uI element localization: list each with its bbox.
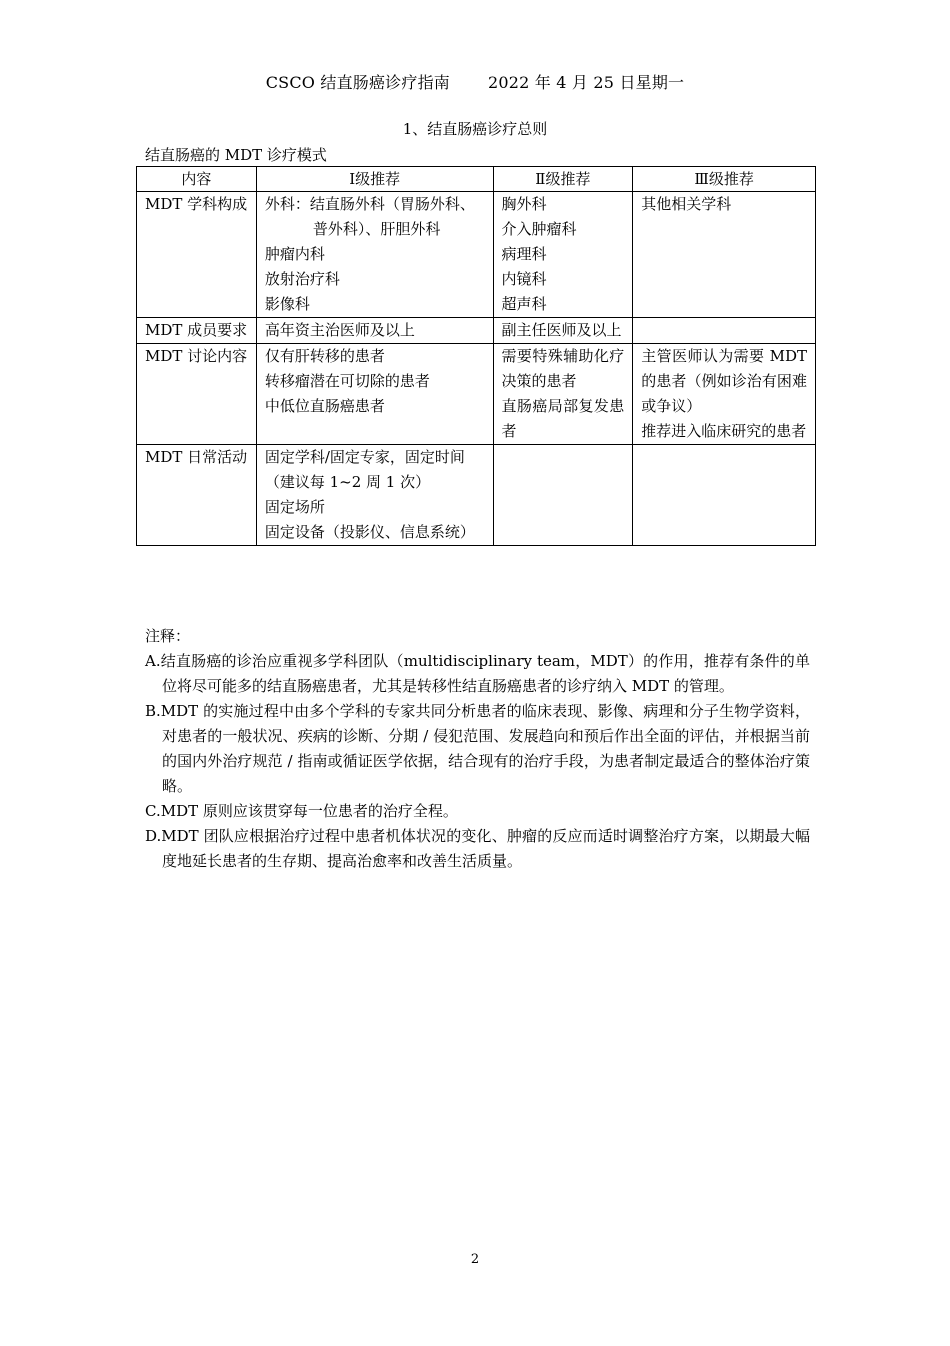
cell-line: 高年资主治医师及以上 [264, 321, 415, 339]
cell-line: 副主任医师及以上 [501, 321, 622, 339]
cell-line: 放射治疗科 [264, 270, 340, 288]
row-label: MDT 日常活动 [137, 445, 257, 546]
page-number: 2 [470, 1252, 480, 1267]
note-item: D.MDT 团队应根据治疗过程中患者机体状况的变化、肿瘤的反应而适时调整治疗方案，以期最大幅度地延长患者的生存期、提高治愈率和改善生活质量。 [145, 827, 810, 870]
cell-line: 胸外科 [501, 195, 547, 213]
level2-cell [493, 344, 633, 445]
level3-cell [633, 318, 816, 344]
cell-line: 影像科 [264, 295, 310, 313]
cell-line: 内镜科 [501, 270, 547, 288]
cell-line: 超声科 [501, 295, 547, 313]
level2-cell [493, 445, 633, 546]
cell-line: 固定学科/固定专家，固定时间 [264, 448, 465, 466]
cell-line: 需要特殊辅助化疗决策的患者 [501, 347, 625, 390]
cell-line: 普外科）、肝胆外科 [312, 220, 441, 238]
row-label: MDT 学科构成 [137, 192, 257, 318]
cell-line: 固定设备（投影仪、信息系统） [264, 523, 475, 541]
level1-cell [256, 192, 493, 318]
cell-line: 介入肿瘤科 [501, 220, 577, 238]
cell-line: 推荐进入临床研究的患者 [641, 422, 807, 440]
header-level-3: Ⅲ级推荐 [633, 167, 816, 192]
row-label: MDT 成员要求 [137, 318, 257, 344]
note-item: A.结直肠癌的诊治应重视多学科团队（multidisciplinary team，MDT）的作用，推荐有条件的单位将尽可能多的结直肠癌患者，尤其是转移性结直肠癌患者的诊疗纳入 MDT 的管理。 [145, 652, 810, 695]
cell-line: 肿瘤内科 [264, 245, 325, 263]
level3-cell [633, 192, 816, 318]
cell-line: 仅有肝转移的患者 [264, 347, 385, 365]
level3-cell [633, 445, 816, 546]
table-row [137, 192, 816, 318]
table-row [137, 344, 816, 445]
table-caption: 结直肠癌的 MDT 诊疗模式 [145, 146, 327, 164]
cell-line: 固定场所 [264, 498, 325, 516]
level1-cell [256, 344, 493, 445]
level1-cell [256, 318, 493, 344]
section-title: 1、结直肠癌诊疗总则 [402, 120, 548, 138]
cell-line: 中低位直肠癌患者 [264, 397, 385, 415]
cell-line: 转移瘤潜在可切除的患者 [264, 372, 430, 390]
page-header [0, 70, 950, 93]
level3-cell [633, 344, 816, 445]
level2-cell [493, 318, 633, 344]
table-header-row [137, 167, 816, 192]
cell-line: 直肠癌局部复发患者 [501, 397, 625, 440]
notes-title: 注释： [145, 627, 191, 645]
row-label: MDT 讨论内容 [137, 344, 257, 445]
header-content: 内容 [137, 167, 257, 192]
note-item: B.MDT 的实施过程中由多个学科的专家共同分析患者的临床表现、影像、病理和分子生物学资料，对患者的一般状况、疾病的诊断、分期 / 侵犯范围、发展趋向和预后作出全面的评估，并根据当前的国内外治疗规范 / 指南或循证医学依据，结合现有的治疗手段，为患者制定最适合的整体治疗策略。 [145, 702, 810, 795]
cell-line: 其他相关学科 [641, 195, 732, 213]
header-date: 2022 年 4 月 25 日星期一 [487, 73, 685, 92]
mdt-table [136, 166, 816, 546]
table-row [137, 445, 816, 546]
cell-line: （建议每 1~2 周 1 次） [264, 473, 431, 491]
note-item: C.MDT 原则应该贯穿每一位患者的治疗全程。 [145, 802, 458, 820]
notes-section [145, 624, 810, 874]
level2-cell [493, 192, 633, 318]
table-row [137, 318, 816, 344]
header-title: CSCO 结直肠癌诊疗指南 [265, 73, 450, 92]
cell-line: 外科：结直肠外科（胃肠外科、 [264, 195, 475, 213]
cell-line: 病理科 [501, 245, 547, 263]
level1-cell [256, 445, 493, 546]
cell-line: 主管医师认为需要 MDT 的患者（例如诊治有困难或争议） [641, 347, 807, 415]
header-level-1: Ⅰ级推荐 [256, 167, 493, 192]
header-level-2: Ⅱ级推荐 [493, 167, 633, 192]
